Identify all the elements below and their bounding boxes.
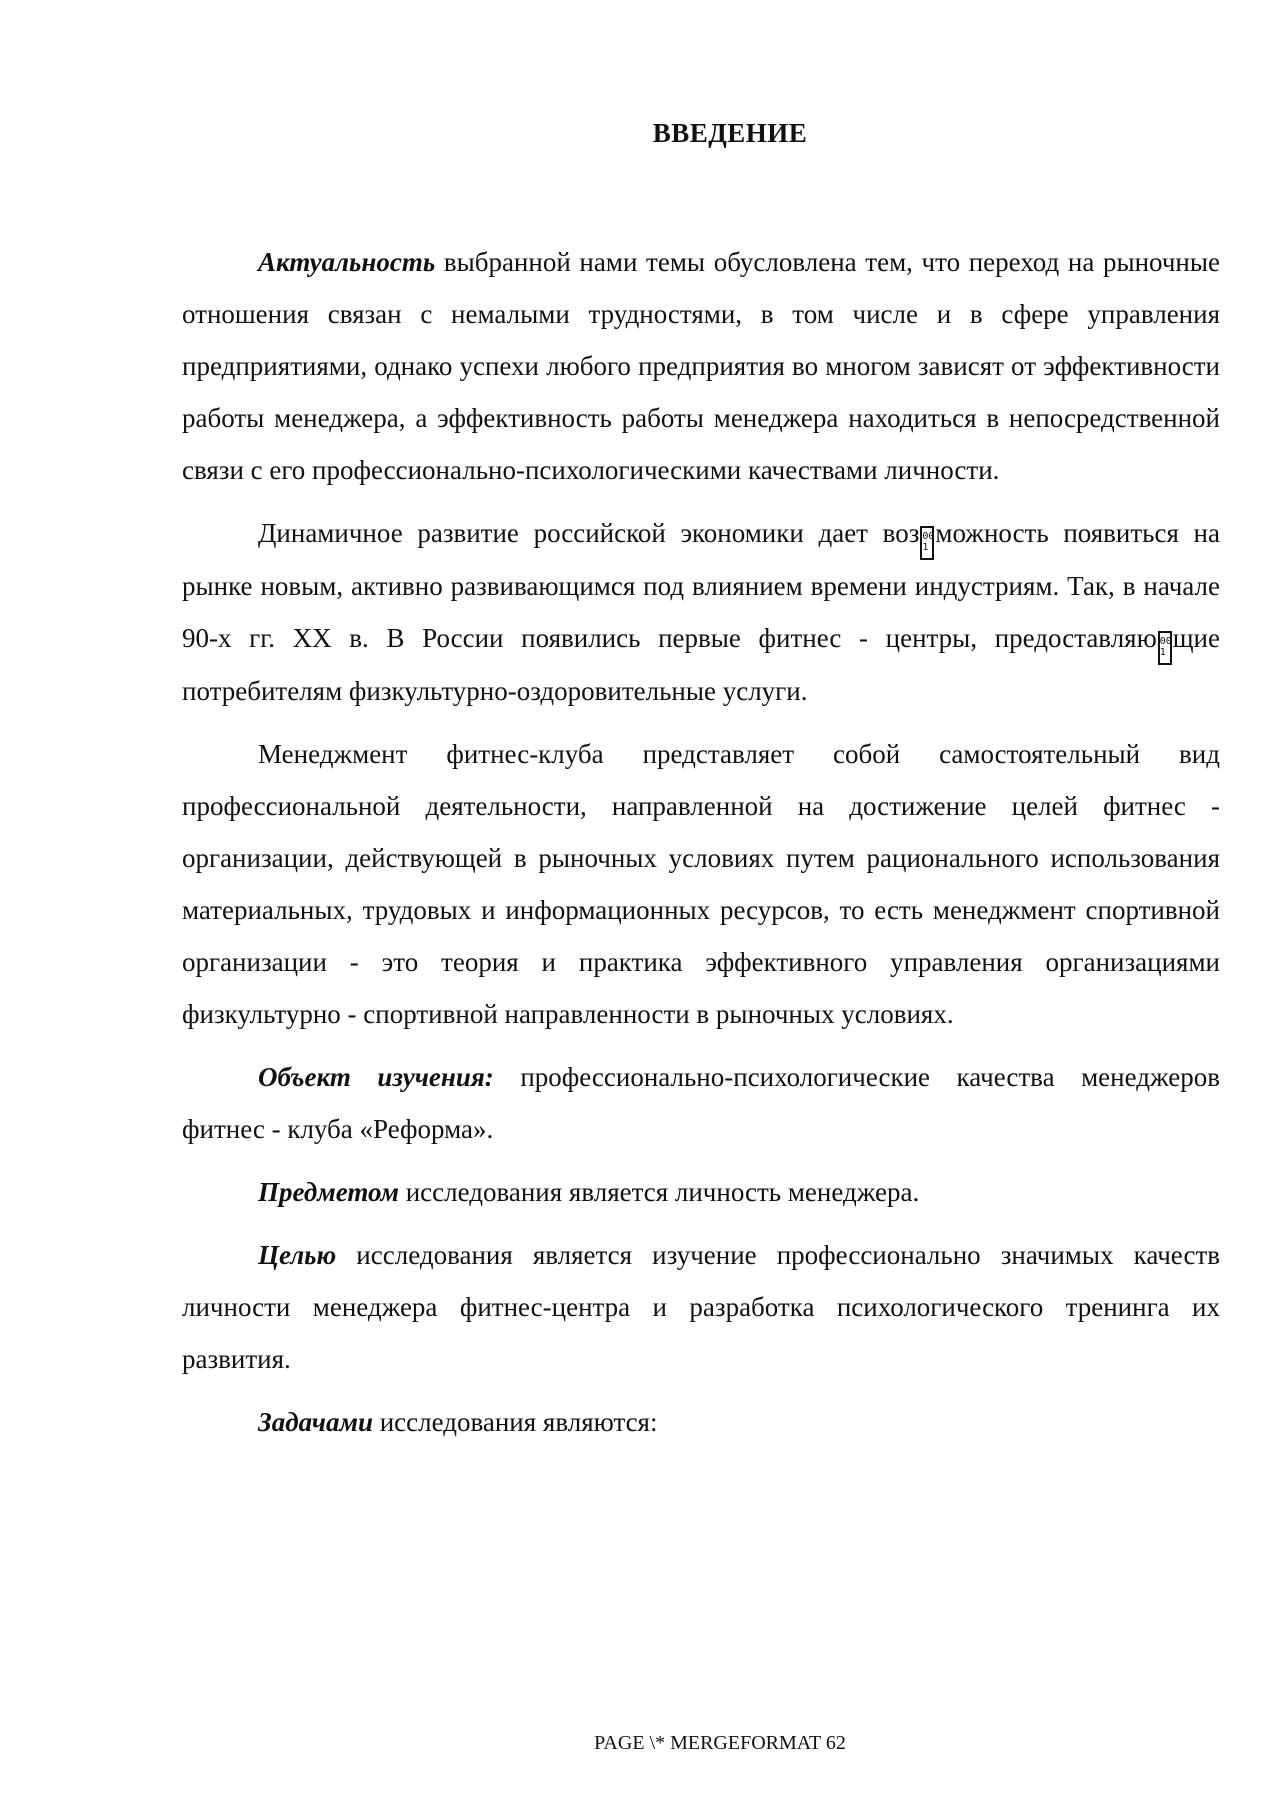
page-footer-field: PAGE \* MERGEFORMAT 62 [594,1732,846,1754]
paragraph-lead: Объект изучения: [258,1062,494,1092]
paragraph-text: исследования является личность менеджера. [398,1177,920,1207]
paragraph-text: Менеджмент фитнес-клуба представляет собой самостоятельный вид профессиональной деятельности, направленной на достижение целей фитнес - организации, действующей в рыночных условиях путем рационального использования материальных, трудовых и информационных ресурсов, то есть менеджмент спортивной организации - это теория и практика эффективного управления организациями физкультурно - спортивной направленности в рыночных условиях. [182,739,1220,1029]
document-body [182,236,1220,1459]
paragraph-text: щие потребителям физкультурно-оздоровительные услуги. [182,623,1220,706]
paragraph-text: выбранной нами темы обусловлена тем, что переход на рыночные отношения связан с немалыми трудностями, в том числе и в сфере управления предприятиями, однако успехи любого предприятия во многом зависят от эффективности работы менеджера, а эффективность работы менеджера находиться в непосредственной связи с его профессионально-психологическими качествами личности. [182,247,1220,485]
paragraph-object [182,1051,1220,1155]
paragraph-text: профессионально-психологические качества менеджеров фитнес - клуба «Реформа». [182,1062,1221,1144]
paragraph-subject [182,1166,1220,1218]
missing-glyph-icon: 00 1 [920,526,934,560]
paragraph-goal [182,1229,1220,1385]
paragraph-lead: Предметом [258,1177,399,1207]
paragraph-lead: Задачами [258,1407,373,1437]
page-title: ВВЕДЕНИЕ [652,118,808,148]
paragraph-text: Динамичное развитие российской экономики дает воз [258,518,920,548]
missing-glyph-icon: 00 1 [1158,631,1172,665]
paragraph-management [182,728,1220,1040]
paragraph-relevance [182,236,1220,496]
paragraph-tasks [182,1396,1220,1448]
paragraph-text: можность появиться на рынке новым, активно развивающимся под влиянием времени индустриям. Так, в начале 90-х гг. XX в. В России появились первые фитнес - центры, предоставляю [182,518,1220,653]
paragraph-dynamics [182,507,1220,717]
paragraph-lead: Целью [258,1240,337,1270]
paragraph-text: исследования является изучение профессионально значимых качеств личности менеджера фитнес-центра и разработка психологического тренинга их развития. [182,1240,1220,1374]
paragraph-text: исследования являются: [372,1407,658,1437]
paragraph-lead: Актуальность [258,247,436,277]
